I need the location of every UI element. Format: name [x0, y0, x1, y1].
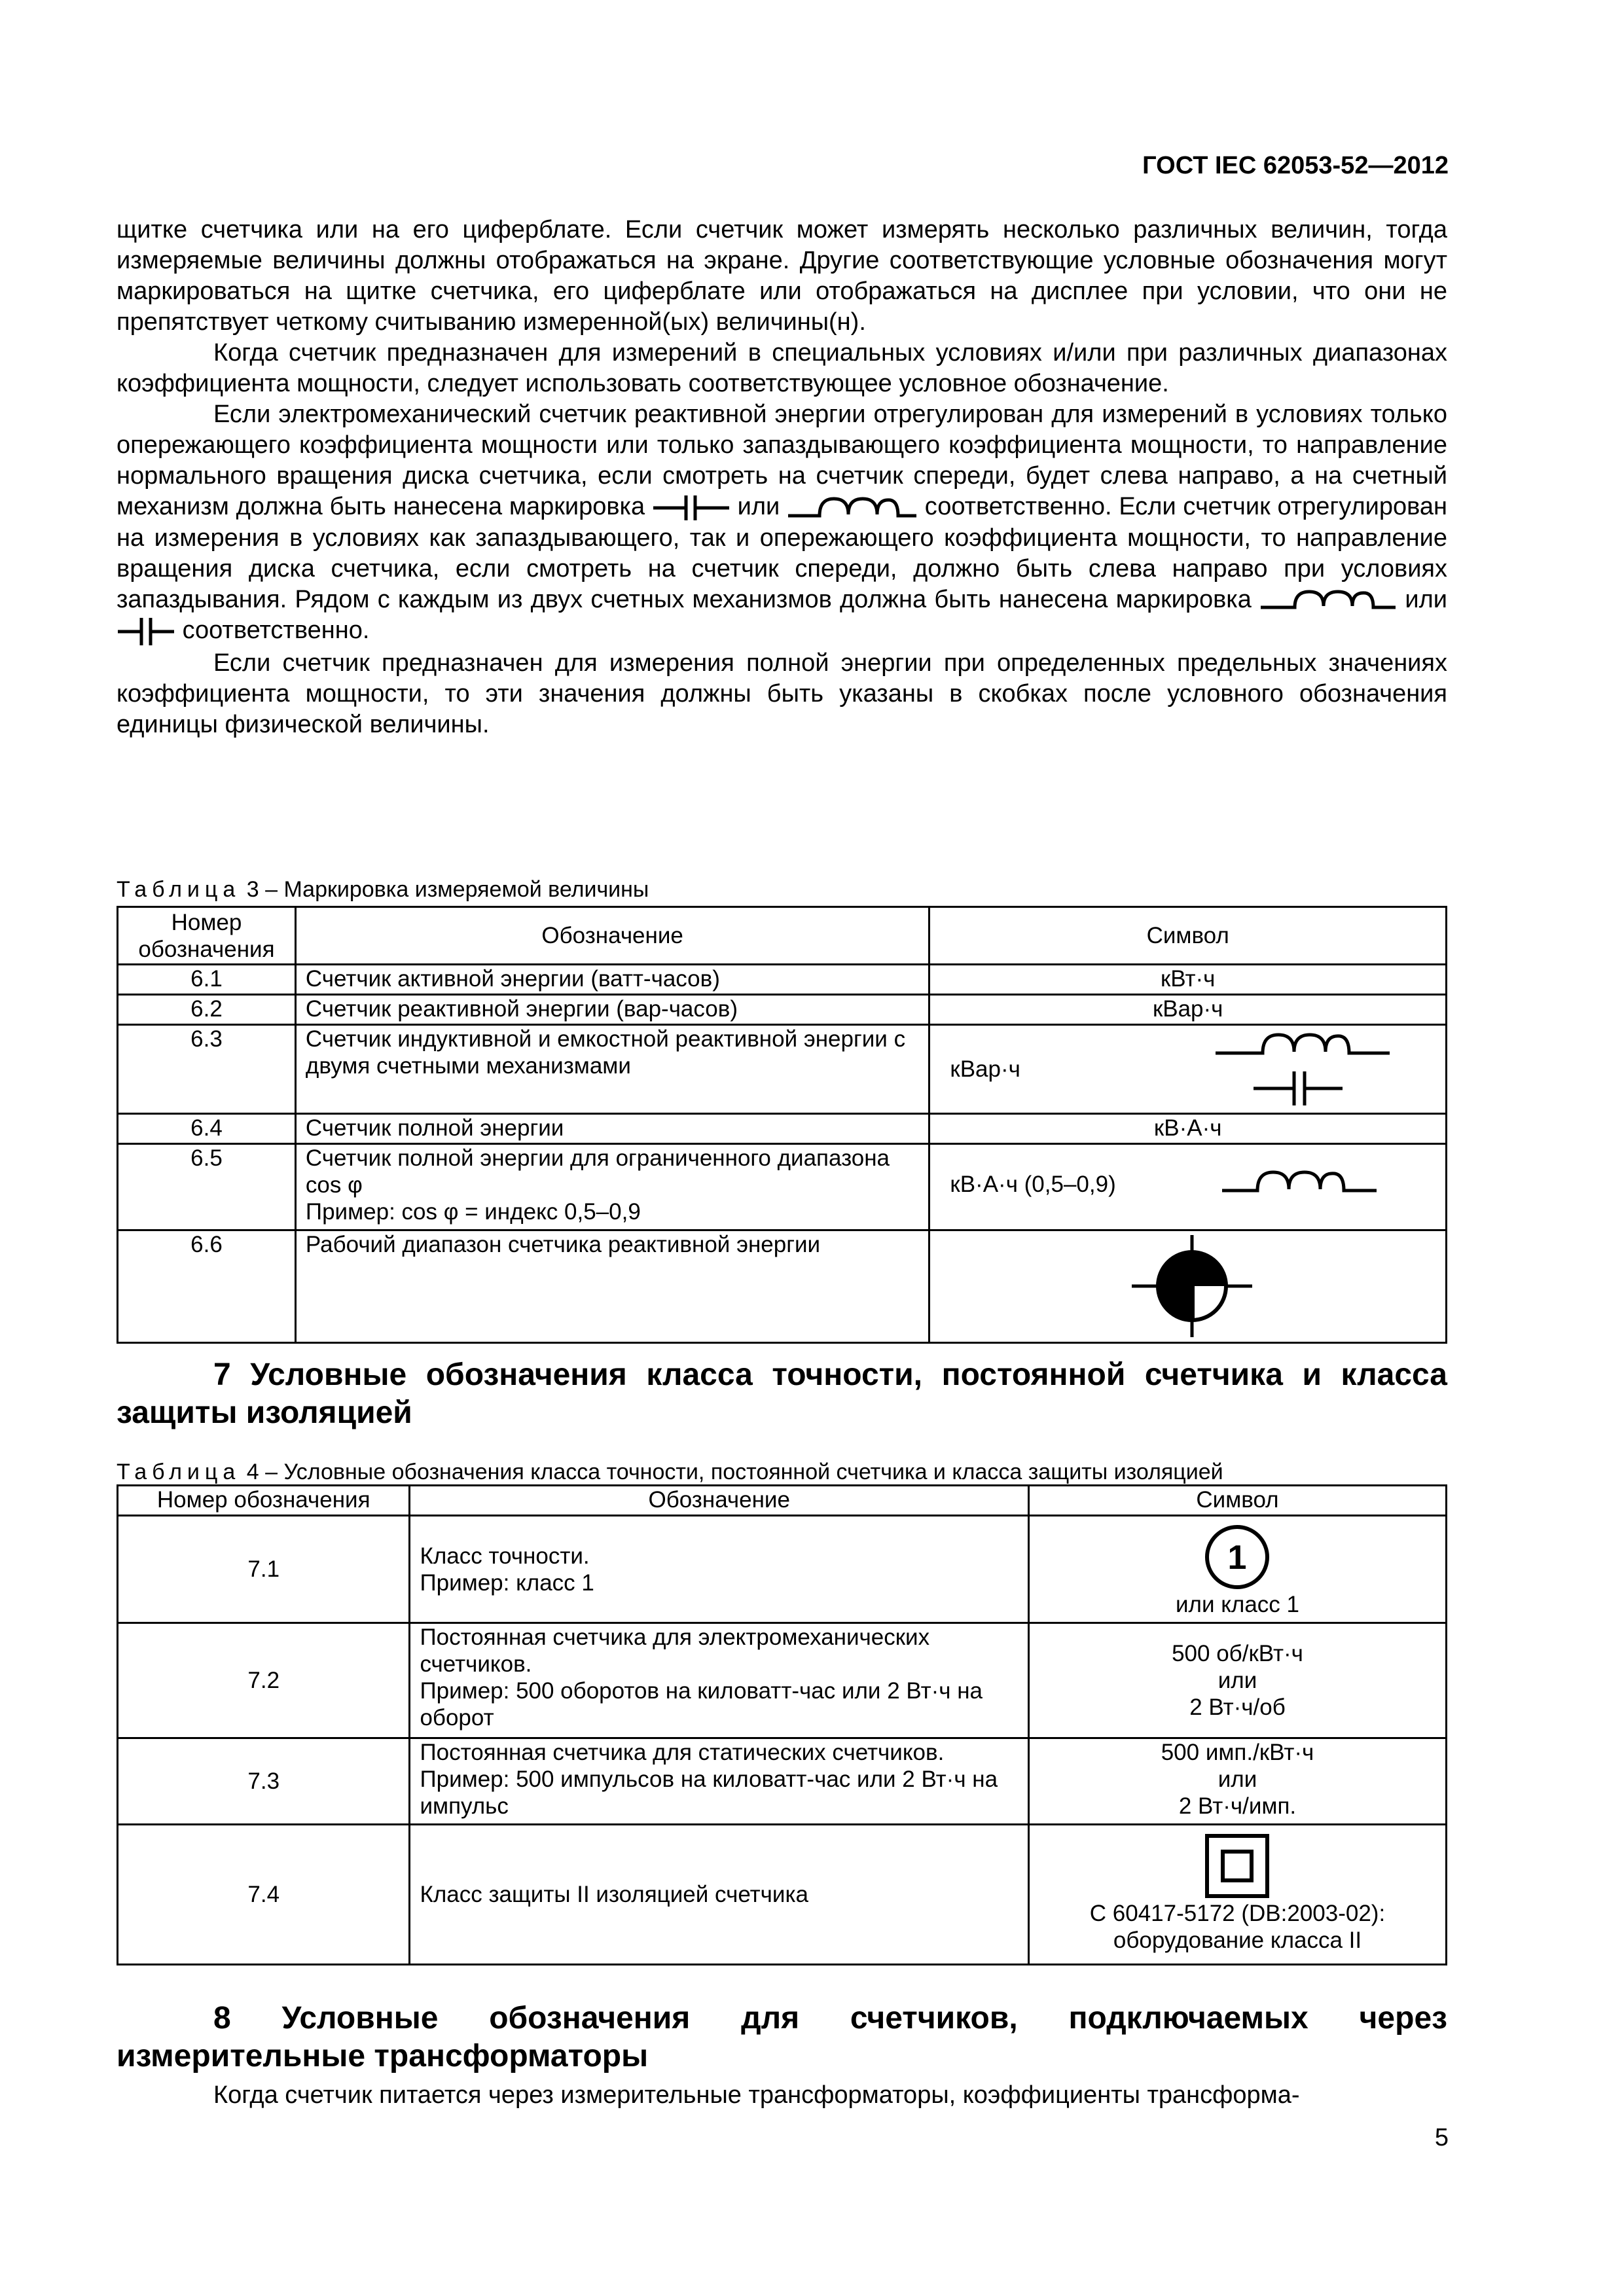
row-example: Пример: 500 импульсов на киловатт-час или 2 Вт·ч на импульс	[420, 1767, 998, 1819]
row-symbol-cell	[1028, 1738, 1446, 1825]
section-8-title: 8 Условные обозначения для счетчиков, подключаемых через измерительные трансформаторы	[117, 2001, 1447, 2073]
accuracy-class-circle-icon	[1203, 1523, 1271, 1591]
row-description: Счетчик полной энергии для ограниченного диапазона cos φ	[305, 1145, 890, 1198]
paragraph-3	[117, 399, 1447, 648]
row-symbol: кВт·ч	[929, 965, 1447, 995]
page-number: 5	[1434, 2124, 1449, 2151]
table-4	[117, 1484, 1447, 1965]
row-description: Постоянная счетчика для электромеханических счетчиков.	[420, 1624, 930, 1677]
row-description: Постоянная счетчика для статических счетчиков.	[420, 1740, 945, 1765]
class-ii-insulation-icon	[1204, 1833, 1270, 1899]
row-symbol-line-1: 500 имп./кВт·ч	[1161, 1740, 1314, 1765]
row-description: Счетчик полной энергии	[295, 1114, 929, 1144]
row-symbol-cell	[1028, 1623, 1446, 1738]
paragraph-3-part-a: Если электромеханический счетчик реактивной энергии отрегулирован для измерений в условиях только опережающего коэффициента мощности или только запаздывающего коэффициента мощности, то направление нормального вращения диска счетчика, если смотреть на счетчик спереди, будет слева направо, а на счетный механизм должна быть нанесена маркировка	[117, 401, 1447, 520]
row-symbol: кВар·ч	[929, 995, 1447, 1025]
row-description: Класс точности.	[420, 1543, 590, 1569]
inductor-symbol	[1259, 588, 1397, 614]
row-description-cell	[410, 1516, 1029, 1623]
row-example: Пример: 500 оборотов на киловатт-час или 2 Вт·ч на оборот	[420, 1678, 983, 1731]
table-3-caption-text: 3 – Маркировка измеряемой величины	[246, 877, 649, 902]
header-number: Номер обозначения	[118, 1486, 410, 1516]
row-symbol: кВ·А·ч (0,5–0,9)	[950, 1172, 1116, 1197]
row-description: Счетчик активной энергии (ватт-часов)	[295, 965, 929, 995]
header-symbol: Символ	[1028, 1486, 1446, 1516]
row-description: Счетчик реактивной энергии (вар-часов)	[295, 995, 929, 1025]
row-symbol-line-3: 2 Вт·ч/имп.	[1178, 1793, 1297, 1819]
table-row	[118, 1230, 1447, 1343]
row-number: 7.2	[118, 1623, 410, 1738]
section-8-paragraph: Когда счетчик питается через измерительные трансформаторы, коэффициенты трансформа-	[213, 2081, 1300, 2109]
row-symbol: кВ·А·ч	[929, 1114, 1447, 1144]
table-4-caption-text: 4 – Условные обозначения класса точности, постоянной счетчика и класса защиты изоляцией	[246, 1460, 1223, 1484]
row-example: Пример: класс 1	[420, 1570, 594, 1596]
paragraph-1: щитке счетчика или на его циферблате. Если счетчик может измерять несколько различных величин, тогда измеряемые величины должны отображаться на экране. Другие соответствующие условные обозначения могут маркироваться на щитке счетчика, его циферблате или отображаться на дисплее при условии, что они не препятствует четкому считыванию измеренной(ых) величины(н).	[117, 216, 1447, 336]
table-4-caption	[117, 1460, 1223, 1485]
row-description-cell	[295, 1144, 929, 1230]
section-8-text	[117, 2080, 1447, 2111]
header-designation: Обозначение	[410, 1486, 1029, 1516]
row-number: 6.3	[118, 1025, 296, 1114]
table-row	[118, 1825, 1447, 1965]
table-row	[118, 1144, 1447, 1230]
row-description: Счетчик индуктивной и емкостной реактивной энергии с двумя счетными механизмами	[295, 1025, 929, 1114]
row-symbol-line-2: или	[1218, 1767, 1257, 1792]
table-3	[117, 906, 1447, 1344]
table-row	[118, 1025, 1447, 1114]
standard-header: ГОСТ IEC 62053-52—2012	[1142, 152, 1449, 179]
row-number: 6.1	[118, 965, 296, 995]
paragraph-3-part-e: соответственно.	[182, 617, 370, 644]
capacitor-symbol	[1252, 1069, 1344, 1108]
row-description: Рабочий диапазон счетчика реактивной энергии	[295, 1230, 929, 1343]
header-number: Номер обозначения	[118, 907, 296, 965]
row-symbol-line-2: оборудование класса II	[1113, 1928, 1362, 1953]
row-symbol-cell	[929, 1144, 1447, 1230]
table-header-row	[118, 907, 1447, 965]
inductor-symbol	[787, 495, 918, 521]
paragraph-4: Если счетчик предназначен для измерения полной энергии при определенных предельных значениях коэффициента мощности, то эти значения должны быть указаны в скобках после условного обозначения единицы физической величины.	[117, 649, 1447, 738]
paragraph-2: Когда счетчик предназначен для измерений в специальных условиях и/или при различных диапазонах коэффициента мощности, следует использовать соответствующее условное обозначение.	[117, 339, 1447, 397]
row-number: 6.5	[118, 1144, 296, 1230]
row-symbol-cell	[1028, 1516, 1446, 1623]
row-symbol: кВар·ч	[950, 1056, 1020, 1082]
paragraph-3-part-d: или	[1405, 585, 1448, 613]
row-symbol-cell	[929, 1230, 1447, 1343]
table-row	[118, 1623, 1447, 1738]
row-symbol-cell	[929, 1025, 1447, 1114]
row-number: 6.4	[118, 1114, 296, 1144]
table-3-caption	[117, 877, 649, 903]
section-7-title: 7 Условные обозначения класса точности, постоянной счетчика и класса защиты изоляцией	[117, 1357, 1447, 1430]
row-number: 6.6	[118, 1230, 296, 1343]
section-7-heading	[117, 1356, 1447, 1432]
row-number: 7.4	[118, 1825, 410, 1965]
capacitor-symbol	[117, 615, 175, 648]
row-description-cell	[410, 1738, 1029, 1825]
accuracy-class-number: 1	[1228, 1539, 1247, 1577]
row-description: Класс защиты II изоляцией счетчика	[410, 1825, 1029, 1965]
inductor-symbol	[1214, 1030, 1391, 1061]
capacitor-symbol	[652, 493, 731, 523]
table-3-caption-word: Таблица	[117, 877, 241, 902]
row-symbol-cell	[1028, 1825, 1446, 1965]
section-8-heading	[117, 2000, 1447, 2075]
paragraph-3-part-b: или	[737, 493, 780, 520]
row-description-cell	[410, 1623, 1029, 1738]
row-symbol: или класс 1	[1175, 1592, 1299, 1617]
header-designation: Обозначение	[295, 907, 929, 965]
row-number: 7.1	[118, 1516, 410, 1623]
inductor-symbol	[1221, 1167, 1378, 1198]
row-number: 7.3	[118, 1738, 410, 1825]
table-row	[118, 1738, 1447, 1825]
table-header-row	[118, 1486, 1447, 1516]
table-4-caption-word: Таблица	[117, 1460, 241, 1484]
row-symbol-line-1: 500 об/кВт·ч	[1172, 1641, 1303, 1666]
row-symbol-line-1: С 60417-5172 (DB:2003-02):	[1089, 1901, 1386, 1926]
row-symbol-line-3: 2 Вт·ч/об	[1189, 1695, 1286, 1720]
paragraph-3-part-c: соответственно. Если счетчик отрегулирован на измерения в условиях как запаздывающего, так и опережающего коэффициента мощности, то направление вращения диска счетчика, если смотреть на счетчик спереди, должно быть слева направо при условиях запаздывания. Рядом с каждым из двух счетных механизмов должна быть нанесена маркировка	[117, 493, 1447, 613]
table-row	[118, 965, 1447, 995]
body-text	[117, 215, 1447, 740]
table-row	[118, 1114, 1447, 1144]
row-number: 6.2	[118, 995, 296, 1025]
operating-range-icon	[1127, 1234, 1257, 1338]
row-example: Пример: cos φ = индекс 0,5–0,9	[305, 1199, 641, 1225]
row-symbol-line-2: или	[1218, 1668, 1257, 1693]
table-row	[118, 995, 1447, 1025]
table-row	[118, 1516, 1447, 1623]
header-symbol: Символ	[929, 907, 1447, 965]
